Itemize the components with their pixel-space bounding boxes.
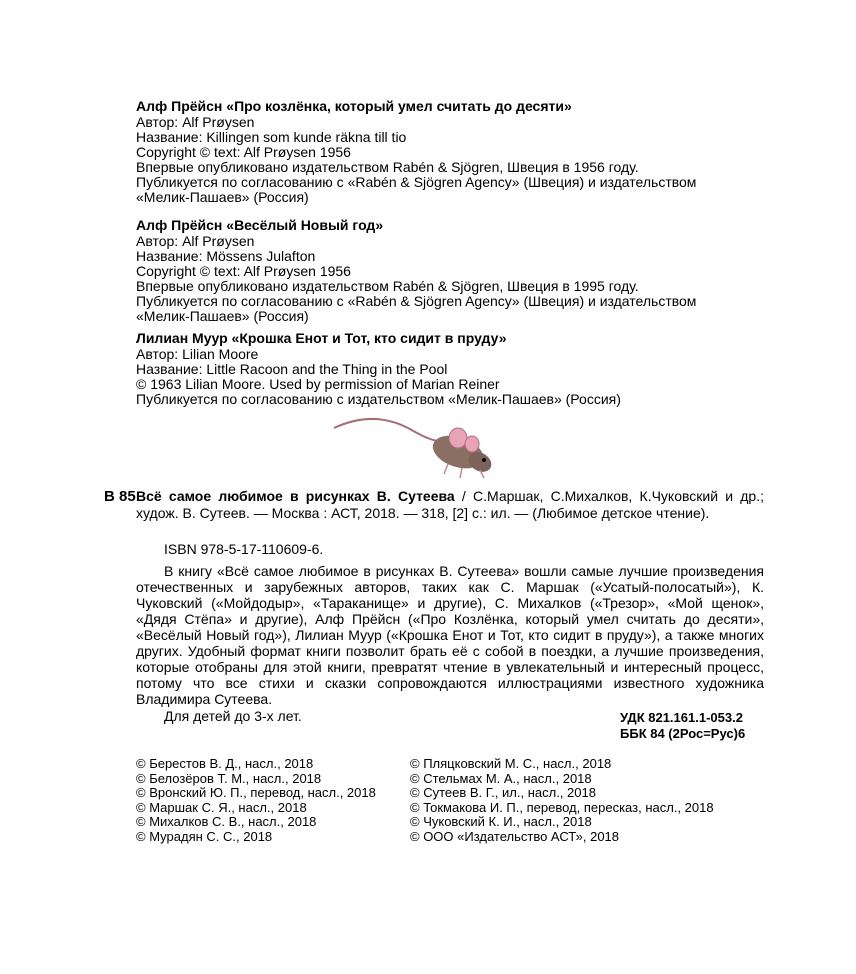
copyright-line: © Токмакова И. П., перевод, пересказ, насл., 2018 <box>410 799 714 815</box>
copyright-line: © ООО «Издательство АСТ», 2018 <box>410 828 620 844</box>
copyright-line: © Михалков С. В., насл., 2018 <box>136 814 317 830</box>
copyright-line: © Белозёров Т. М., насл., 2018 <box>136 770 322 786</box>
credit-line: Название: Killingen som kunde räkna till tio <box>136 129 407 145</box>
credit-block-moore <box>136 331 776 407</box>
mouse-illustration <box>330 410 500 482</box>
credit-line: «Мелик-Пашаев» (Россия) <box>136 189 309 205</box>
credit-line: Автор: Alf Prøysen <box>136 233 255 249</box>
credit-line: Copyright © text: Alf Prøysen 1956 <box>136 263 351 279</box>
age-rating: Для детей до 3-х лет. <box>164 708 302 724</box>
copyright-line: © Чуковский К. И., насл., 2018 <box>410 814 592 830</box>
credit-heading: Лилиан Муур «Крошка Енот и Тот, кто сидит в пруду» <box>136 330 507 346</box>
copyright-line: © Стельмах М. А., насл., 2018 <box>410 770 592 786</box>
credit-line: Copyright © text: Alf Prøysen 1956 <box>136 144 351 160</box>
copyright-line: © Маршак С. Я., насл., 2018 <box>136 799 307 815</box>
copyright-line: © Сутеев В. Г., ил., насл., 2018 <box>410 785 596 801</box>
copyright-line: © Пляцковский М. С., насл., 2018 <box>410 756 612 771</box>
credit-line: Публикуется по согласованию с «Rabén & Sjögren Agency» (Швеция) и издательством <box>136 174 697 190</box>
credit-line: Автор: Lilian Moore <box>136 346 259 362</box>
book-title: Всё самое любимое в рисунках В. Сутеева <box>136 488 455 504</box>
credit-line: Публикуется по согласованию с «Rabén & Sjögren Agency» (Швеция) и издательством <box>136 293 697 309</box>
credit-line: «Мелик-Пашаев» (Россия) <box>136 308 309 324</box>
copyright-line: © Мурадян С. С., 2018 <box>136 828 273 844</box>
credit-heading: Алф Прёйсн «Про козлёнка, который умел считать до десяти» <box>136 98 572 114</box>
credit-line: Публикуется по согласованию с издательством «Мелик-Пашаев» (Россия) <box>136 391 621 407</box>
copyright-list-right <box>410 757 714 845</box>
credit-line: Название: Little Racoon and the Thing in the Pool <box>136 361 448 377</box>
credit-block-prøysen-goat <box>136 99 776 205</box>
copyright-list-left <box>136 757 376 845</box>
isbn: ISBN 978-5-17-110609-6. <box>164 541 324 557</box>
bibliographic-description <box>136 488 764 522</box>
catalog-code: В 85 <box>104 488 136 505</box>
udk-code: УДК 821.161.1-053.2 <box>620 710 743 725</box>
annotation: В книгу «Всё самое любимое в рисунках В. Сутеева» вошли самые лучшие произведения отечественных и зарубежных авторов, таких как С. Маршак («Усатый-полосатый»), К. Чуковский («Мойдодыр», «Тараканище» и другие), С. Михалков («Трезор», «Мой щенок», «Дядя Стёпа» и другие), Алф Прёйсн («Про Козлёнка, который умел считать до десяти», «Весёлый Новый год»), Лилиан Муур («Крошка Енот и Тот, кто сидит в пруду»), а также многих других. Удобный формат книги позволит брать её с собой в поездки, а лучшие произведения, которые отобраны для этой книги, превратят чтение в увлекательный и интересный процесс, потому что все стихи и сказки сопровождаются иллюстрациями известного художника Владимира Сутеева. <box>136 563 764 707</box>
credit-line: Впервые опубликовано издательством Rabén & Sjögren, Швеция в 1995 году. <box>136 278 639 294</box>
credit-block-prøysen-newyear <box>136 218 776 324</box>
bbk-code: ББК 84 (2Рос=Рус)6 <box>620 726 746 741</box>
credit-line: © 1963 Lilian Moore. Used by permission of Marian Reiner <box>136 376 500 392</box>
credit-heading: Алф Прёйсн «Весёлый Новый год» <box>136 217 384 233</box>
credit-line: Название: Mössens Julafton <box>136 248 316 264</box>
mouse-ear <box>465 436 479 452</box>
copyright-line: © Берестов В. Д., насл., 2018 <box>136 756 314 771</box>
classification-codes <box>620 710 745 742</box>
book-details: / С.Маршак, С.Михалков, К.Чуковский и др.; худож. В. Сутеев. — Москва : АСТ, 2018. — 318, [2] с.: ил. — (Любимое детское чтение). <box>136 488 764 521</box>
copyright-line: © Вронский Ю. П., перевод, насл., 2018 <box>136 785 376 801</box>
credit-line: Автор: Alf Prøysen <box>136 114 255 130</box>
mouse-eye <box>482 458 486 462</box>
credit-line: Впервые опубликовано издательством Rabén & Sjögren, Швеция в 1956 году. <box>136 159 639 175</box>
mouse-ear <box>449 428 467 448</box>
mouse-tail <box>334 419 442 442</box>
